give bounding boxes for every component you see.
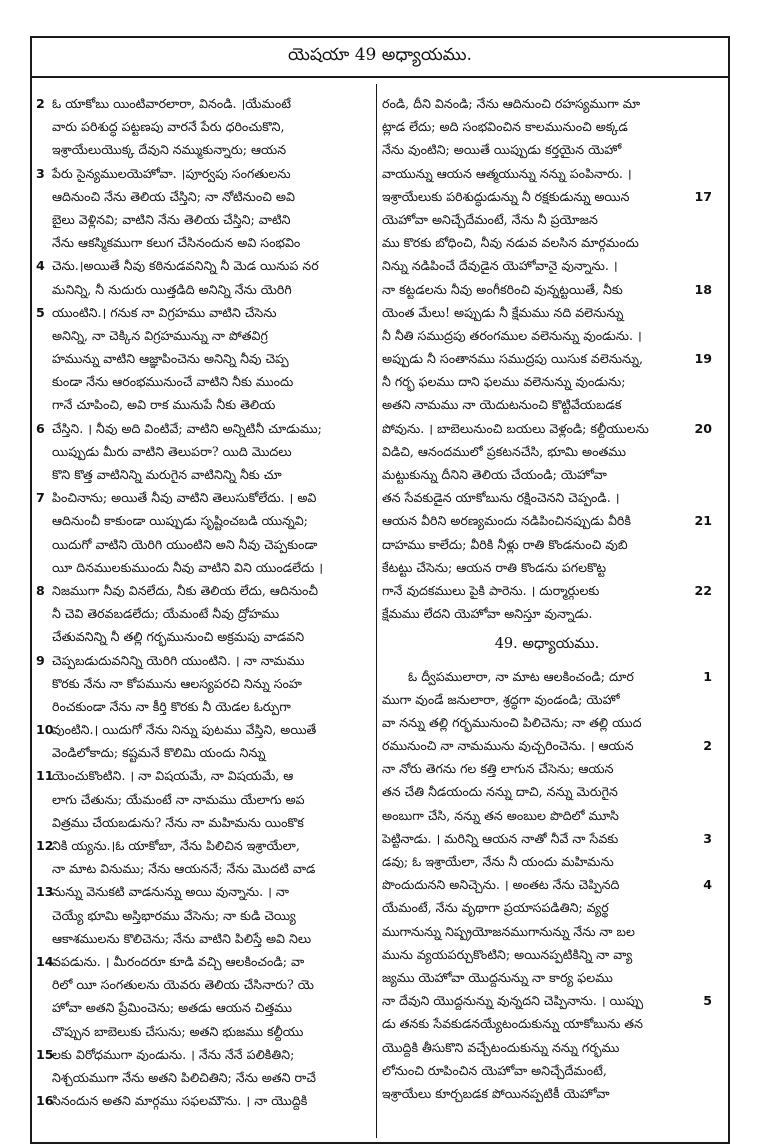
line-text: యిదుగో వాటిని యెరిగి యుంటిని అని నీవు చెప్పకుండా: [52, 536, 318, 552]
text-line: [382, 370, 712, 393]
line-text: నేను వుంటిని; అయితే యిప్పుడు కర్తయైన యెహో: [382, 142, 622, 158]
text-line: [36, 92, 366, 115]
line-text: రిలో యీ సంగతులను యెవరు తెలియ చేసినారు? యె: [52, 977, 315, 993]
text-line: [382, 711, 712, 734]
text-line: [382, 688, 712, 711]
chapter-heading: [382, 633, 712, 656]
line-text: అంబుగా చేసి, నన్ను తన అంబుల పొదిలో మూసి: [382, 807, 619, 823]
text-line: [382, 920, 712, 943]
line-text: కుండా నేను ఆరంభమునుంచే వాటిని నీకు ముందు: [52, 374, 294, 390]
text-line: [382, 509, 712, 532]
line-text: హోవా అతని ప్రేమించెను; అతడు ఆయన చిత్తము: [52, 1000, 292, 1016]
verse-number: 5: [703, 993, 712, 1009]
line-text: పేరు సైన్యములయెహోవా. ।పూర్వపు సంగతులను: [52, 165, 291, 181]
verse-number: 9: [36, 652, 45, 668]
text-line: [382, 1036, 712, 1059]
verse-number: 11: [36, 768, 54, 784]
line-text: వపడును. । మీరందరూ కూడి వచ్చి ఆలకించండి; వా: [52, 953, 305, 969]
line-text: యేమంటే, నేను వృథాగా ప్రయాసపడితిని; వ్యర్థ: [382, 900, 609, 916]
line-text: ము కొరకు బోధించి, నీవు నడువ వలసిన మార్గమందు: [382, 235, 639, 251]
line-text: పోవును. । బాబెలునుంచి బయలు వెళ్లండి; కల్దీయులను: [382, 420, 649, 436]
verse-number: 17: [694, 188, 712, 204]
line-text: చెను.।అయితే నీవు కఠినుడవనిన్ని నీ మెడ యినుప నర: [52, 258, 319, 274]
verse-number: 1: [703, 668, 712, 684]
text-line: [382, 486, 712, 509]
text-line: [36, 950, 366, 973]
line-text: మట్టుకున్ను దీనిని తెలియ చేయండి; యెహోవా: [382, 467, 607, 482]
line-text: వుంటిని.। యిదుగో నేను నిన్ను పుటము వేస్తిని, అయితే: [52, 722, 317, 738]
text-line: [382, 162, 712, 185]
line-text: పించినాను; అయితే నీవు వాటిని తెలుసుకోలేదు. । అవి: [52, 490, 317, 506]
text-line: [382, 896, 712, 919]
text-line: [36, 857, 366, 880]
line-text: నికి య్యను.।ఓ యాకోబా, నేను పిలిచిన ఇశ్రాయేలా,: [52, 838, 300, 853]
text-line: [382, 556, 712, 579]
line-text: బైలు వెళ్లినవి; వాటిని నేను తెలియ చేస్తిని; వాటిని: [52, 211, 291, 227]
line-text: చెప్పబడుదువనిన్ని యెరిగి యుంటిని. । నా నామము: [52, 652, 305, 668]
text-line: [382, 533, 712, 556]
text-line: [382, 324, 712, 347]
line-text: యీ దినములకుముందు నీవు వాటిని విని యుండలేదు ।: [52, 559, 324, 575]
verse-number: 16: [36, 1093, 54, 1109]
text-line: [382, 231, 712, 254]
text-line: [382, 347, 712, 370]
text-line: [382, 254, 712, 277]
text-line: [382, 185, 712, 208]
line-text: డవు; ఓ ఇశ్రాయేలా, నేను నీ యందు మహిమను: [382, 854, 614, 869]
verse-number: 13: [36, 884, 54, 900]
text-line: [382, 1012, 712, 1035]
text-line: [382, 208, 712, 231]
line-text: యుంటిని.। గనుక నా విగ్రహము వాటిని చేసెను: [52, 304, 277, 320]
line-text: తన సేవకుడైన యాకోబును రక్షించెనని చెప్పండి. ।: [382, 490, 620, 506]
right-column: [382, 92, 712, 1105]
line-text: మనిన్ని, నీ నుదురు యిత్తడిది అనిన్ని నేను యెరిగి: [52, 281, 292, 297]
line-text: ఓ యాకోబు యింటివారలారా, వినండి. ।యేమంటే: [52, 96, 291, 111]
line-text: ఆయన వీరిని అరణ్యమందు నడిపించినప్పుడు వీరికి: [382, 513, 631, 529]
text-line: [36, 417, 366, 440]
line-text: చెయ్యే భూమి అస్తిభారము వేసెను; నా కుడి చెయ్యి: [52, 907, 296, 923]
verse-number: 8: [36, 582, 45, 598]
line-text: నీ చెవి తెరవబడలేదు; యేమంటే నీవు ద్రోహము: [52, 606, 280, 622]
spacer: [382, 625, 712, 633]
line-text: పొందుదునని అనిచ్చెను. । అంతట నేను చెప్పినది: [382, 877, 620, 893]
text-line: [36, 927, 366, 950]
line-text: యొద్దికి తీసుకొని వచ్చేటందుకున్ను నన్ను గర్భము: [382, 1039, 620, 1055]
line-text: 49. అధ్యాయము.: [494, 636, 600, 653]
text-line: [36, 278, 366, 301]
text-line: [36, 185, 366, 208]
text-line: [36, 115, 366, 138]
verse-number: 19: [694, 351, 712, 367]
line-text: కొరకు నేను నా కోపమును ఆలస్యపరచి నిన్ను సంహ: [52, 675, 302, 691]
line-text: నీ నీతి సముద్రపు తరంగముల వలెనున్ను వుండును. ।: [382, 327, 642, 343]
line-text: నా కట్టడలను నీవు అంగీకరించి వున్నట్టయితే, నీకు: [382, 281, 623, 297]
text-line: [36, 324, 366, 347]
text-line: [36, 996, 366, 1019]
text-line: [382, 278, 712, 301]
text-line: [36, 254, 366, 277]
text-line: [36, 533, 366, 556]
line-text: పెట్టినాడు. । మరిన్ని ఆయన నాతో నీవే నా సేవకు: [382, 830, 619, 846]
line-text: నిశ్చయముగా నేను అతని పిలిచితిని; నేను అతని రాచే: [52, 1069, 316, 1085]
verse-number: 7: [36, 490, 45, 506]
text-line: [36, 509, 366, 532]
text-line: [36, 370, 366, 393]
line-text: చేతువనిన్ని నీ తల్లి గర్భమునుంచి అక్రమపు వాడవని: [52, 629, 305, 645]
text-line: [382, 1059, 712, 1082]
line-text: లకు విరోధముగా వుండును. । నేను నేనే పలికితిని;: [52, 1046, 295, 1062]
line-text: విడిచి, ఆనందములో ప్రకటనచేసి, భూమి అంతము: [382, 443, 626, 459]
line-text: కొని కొత్త వాటినిన్ని మరుగైన వాటినిన్ని నీకు చూ: [52, 467, 282, 482]
line-text: నా మాట వినుము; నేను ఆయననే; నేను మొదటి వాడ: [52, 861, 316, 877]
text-line: [36, 1020, 366, 1043]
column-divider: [376, 84, 377, 1138]
text-line: [382, 92, 712, 115]
line-text: వాయున్ను ఆయన ఆత్మయున్ను నన్ను పంపినారు. ।: [382, 165, 632, 181]
line-text: దాహము కాలేదు; వీరికి నీళ్లు రాతి కొండనుంచి వుబి: [382, 536, 628, 552]
line-text: చొప్పున బాబెలుకు చేసును; అతని భుజము కల్దీయు: [52, 1023, 304, 1039]
verse-number: 10: [36, 722, 54, 738]
line-text: కేటట్టు చేసెను; ఆయన రాతి కొండను పగలకొట్ట: [382, 559, 607, 575]
verse-number: 4: [703, 877, 712, 893]
spacer: [382, 657, 712, 665]
text-line: [36, 788, 366, 811]
line-text: యెంత మేలు! అప్పుడు నీ క్షేమము నది వలెనున్ను: [382, 304, 624, 320]
text-line: [36, 741, 366, 764]
line-text: వెండిలోకాదు; కష్టమనే కొలిమి యందు నిన్ను: [52, 745, 266, 761]
text-line: [382, 301, 712, 324]
text-line: [382, 827, 712, 850]
text-line: [382, 665, 712, 688]
verse-number: 21: [694, 513, 712, 529]
verse-number: 20: [694, 420, 712, 436]
text-line: [36, 904, 366, 927]
text-line: [36, 231, 366, 254]
verse-number: 3: [703, 830, 712, 846]
line-text: అనిన్ని, నా చెక్కిన విగ్రహమున్ను నా పోతవిగ్ర: [52, 327, 268, 343]
line-text: నిన్ను నడిపించే దేవుడైన యెహోవానై వున్నాను. ।: [382, 258, 618, 274]
text-line: [36, 138, 366, 161]
chapter-title: యెషయా 49 అధ్యాయము.: [288, 45, 472, 65]
verse-number: 6: [36, 420, 45, 436]
line-text: ట్లాడ లేదు; అది సంభవించిన కాలమునుంచి అక్కడ: [382, 119, 628, 135]
text-line: [36, 486, 366, 509]
line-text: ముగానున్ను నిష్ప్రయోజనముగానున్ను నేను నా బల: [382, 923, 635, 939]
text-line: [382, 417, 712, 440]
text-line: [36, 880, 366, 903]
line-text: జ్యము యెహోవా యొద్దనున్ను నా కార్య ఫలము: [382, 969, 613, 985]
line-text: తన చేతి నీడయందు నన్ను దాచి, నన్ను మెరుగైన: [382, 784, 618, 800]
line-text: యెహోవా అనిచ్చేదేమంటే, నేను నీ ప్రయోజన: [382, 211, 598, 227]
line-text: రించకుండా నేను నా కీర్తి కొరకు నీ యెడల ఓర్పుగా: [52, 698, 291, 714]
text-line: [382, 804, 712, 827]
line-text: ఇశ్రాయేలుకు పరిశుద్ధుడున్ను నీ రక్షకుడున్ను అయిన: [382, 188, 630, 204]
verse-number: 3: [36, 165, 45, 181]
verse-number: 5: [36, 304, 45, 320]
text-line: [382, 989, 712, 1012]
text-line: [36, 556, 366, 579]
text-line: [36, 834, 366, 857]
text-line: [36, 579, 366, 602]
line-text: గానే వుదకములు పైకి పారెను. । దుర్మార్గులకు: [382, 582, 600, 598]
page-header: [32, 38, 728, 78]
verse-number: 12: [36, 838, 54, 853]
text-line: [36, 695, 366, 718]
line-text: అప్పుడు నీ సంతానము సముద్రపు యిసుక వలెనున్ను,: [382, 351, 644, 367]
text-line: [36, 162, 366, 185]
line-text: ఆదినుంచీ కాకుండా యిప్పుడు సృష్టించబడి యున్నవి;: [52, 513, 308, 529]
line-text: ఆదినుంచి నేను తెలియ చేస్తిని; నా నోటినుంచి అవి: [52, 188, 295, 204]
text-line: [36, 718, 366, 741]
text-line: [36, 1066, 366, 1089]
text-line: [382, 463, 712, 486]
verse-number: 14: [36, 953, 54, 969]
text-line: [382, 440, 712, 463]
text-line: [382, 850, 712, 873]
line-text: నా నోరు తెగను గల కత్తి లాగున చేసెను; ఆయన: [382, 761, 614, 777]
text-line: [36, 1089, 366, 1112]
line-text: విత్రము చేయబడును? నేను నా మహిమను యింకొక: [52, 814, 304, 830]
line-text: యిప్పుడు మీరు వాటిని తెలుపరా? యిది మొదలు: [52, 443, 292, 459]
line-text: నీ గర్భ ఫలము దాని ఫలము వలెనున్ను వుండును;: [382, 374, 626, 390]
text-line: [382, 734, 712, 757]
line-text: అతని నామము నా యెదుటనుంచి కొట్టివేయబడక: [382, 397, 622, 413]
line-text: లాగు చేతును; యేమంటే నా నామము యేలాగు అప: [52, 791, 305, 807]
text-line: [36, 1043, 366, 1066]
line-text: గానే చూపించి, అవి రాక మునుపే నీకు తెలియ: [52, 397, 276, 413]
line-text: రండి, దీని వినండి; నేను ఆదినుంచి రహస్యముగా మా: [382, 96, 641, 111]
line-text: ఇశ్రాయేలుయొక్క దేవుని నమ్ముకున్నారు; ఆయన: [52, 142, 287, 158]
text-line: [36, 625, 366, 648]
line-text: వా నన్ను తల్లి గర్భమునుంచి పిలిచెను; నా తల్లి యుద: [382, 714, 642, 730]
text-line: [36, 764, 366, 787]
line-text: ఓ ద్వీపములారా, నా మాట ఆలకించండి; దూర: [408, 668, 634, 684]
text-line: [382, 780, 712, 803]
text-line: [382, 115, 712, 138]
verse-number: 4: [36, 258, 45, 274]
text-line: [382, 579, 712, 602]
verse-number: 2: [36, 96, 45, 111]
line-text: వారు పరిశుద్ధ పట్టణపు వారనే పేరు ధరించుకొని,: [52, 119, 285, 135]
verse-number: 18: [694, 281, 712, 297]
line-text: హమున్ను వాటిని ఆజ్ఞాపించెను అనిన్ని నీవు చెప్ప: [52, 351, 289, 367]
text-line: [382, 943, 712, 966]
line-text: ముగా వుండే జనులారా, శ్రద్ధగా వుండండి; యెహో: [382, 691, 620, 707]
text-line: [382, 138, 712, 161]
verse-number: 2: [703, 738, 712, 754]
verse-number: 15: [36, 1046, 54, 1062]
text-line: [36, 672, 366, 695]
text-line: [382, 873, 712, 896]
line-text: క్షేమము లేదని యెహోవా అనిస్తూ వున్నాడు.: [382, 606, 593, 622]
line-text: రమునుంచి నా నామమును వుచ్చరించెను. । ఆయన: [382, 738, 634, 754]
line-text: యెంచుకొంటిని. । నా విషయమే, నా విషయమే, ఆ: [52, 768, 294, 784]
line-text: డు తనకు సేవకుడనయ్యేటందుకున్ను యాకోబును తన: [382, 1016, 643, 1032]
text-line: [36, 347, 366, 370]
left-column: [36, 92, 366, 1112]
text-line: [36, 208, 366, 231]
text-line: [36, 602, 366, 625]
text-line: [382, 393, 712, 416]
line-text: ఇశ్రాయేలు కూర్చబడక పోయినప్పటికీ యెహోవా: [382, 1085, 610, 1101]
text-line: [382, 757, 712, 780]
text-line: [36, 301, 366, 324]
line-text: చేస్తిని. । నీవు అది వింటివే; వాటిని అన్నిటినీ చూడుము;: [52, 420, 322, 436]
text-line: [382, 1082, 712, 1105]
line-text: మును వ్యయపర్చుకొంటిని; అయినప్పటికిన్ని నా వ్యా: [382, 946, 633, 962]
verse-number: 22: [694, 582, 712, 598]
line-text: నిజముగా నీవు వినలేదు, నీకు తెలియ లేదు, ఆదినుంచీ: [52, 582, 319, 598]
text-line: [36, 649, 366, 672]
text-line: [36, 811, 366, 834]
text-line: [36, 463, 366, 486]
text-line: [382, 966, 712, 989]
line-text: ఆకాశములను కొలిచెను; నేను వాటిని పిలిస్తే అవి నిలు: [52, 930, 312, 946]
line-text: లోనుంచి రూపించిన యెహోవా అనిచ్చేదేమంటే,: [382, 1062, 607, 1078]
line-text: నేను ఆకస్మికముగా కలుగ చేసినందున అవి సంభవిం: [52, 235, 301, 251]
text-line: [36, 973, 366, 996]
text-line: [382, 602, 712, 625]
text-line: [36, 393, 366, 416]
line-text: సినందున అతని మార్గము సఫలమౌను. । నా యొద్దికి: [52, 1093, 308, 1109]
page-frame: [30, 36, 730, 1144]
text-line: [36, 440, 366, 463]
line-text: నున్ను వెనుకటి వాడనున్ను అయి వున్నాను. । నా: [52, 884, 289, 900]
line-text: నా దేవుని యొద్దనున్ను వున్నదని చెప్పినాను. । యిప్పు: [382, 993, 644, 1009]
